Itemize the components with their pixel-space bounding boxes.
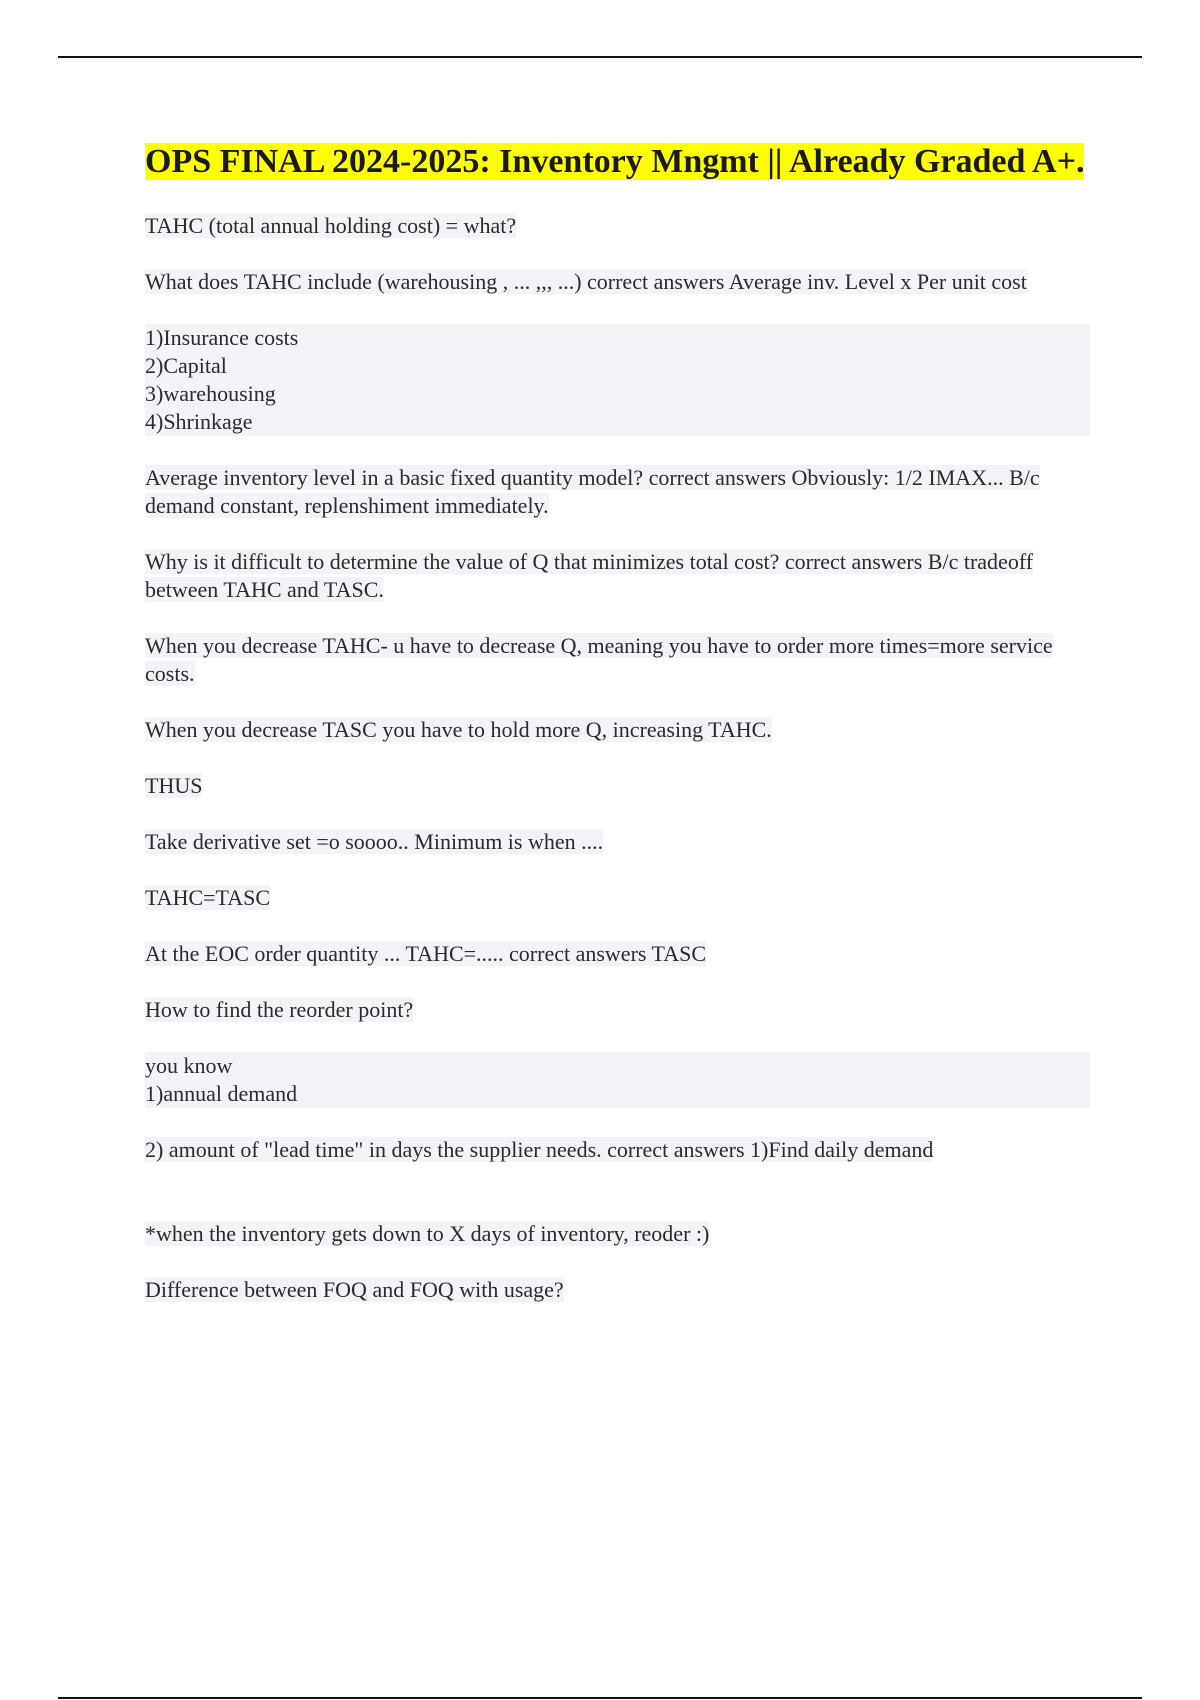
paragraph-thus: THUS xyxy=(145,773,203,798)
title-highlight: OPS FINAL 2024-2025: Inventory Mngmt || Already Graded A+. xyxy=(145,143,1085,180)
footer-rule xyxy=(58,1697,1142,1699)
paragraph-reorder-question: How to find the reorder point? xyxy=(145,997,414,1022)
paragraph-decrease-tahc: When you decrease TAHC- u have to decrease Q, meaning you have to order more times=more service costs. xyxy=(145,633,1053,686)
paragraph-foq-question: Difference between FOQ and FOQ with usage? xyxy=(145,1277,564,1302)
header-rule xyxy=(58,56,1142,58)
paragraph-reorder-note: *when the inventory gets down to X days of inventory, reoder :) xyxy=(145,1221,710,1246)
paragraph-derivative: Take derivative set =o soooo.. Minimum is when .... xyxy=(145,829,604,854)
list-item: 1)annual demand xyxy=(145,1080,1090,1108)
list-item: 1)Insurance costs xyxy=(145,324,1090,352)
paragraph-tahc-equals-tasc: TAHC=TASC xyxy=(145,885,271,910)
list-item: 2)Capital xyxy=(145,352,1090,380)
paragraph-avg-inventory: Average inventory level in a basic fixed quantity model? correct answers Obviously: 1/2 IMAX... B/c demand constant, replenshiment immediately. xyxy=(145,465,1040,518)
paragraph-eoc: At the EOC order quantity ... TAHC=..... correct answers TASC xyxy=(145,941,707,966)
paragraph-tahc-question: TAHC (total annual holding cost) = what? xyxy=(145,213,517,238)
paragraph-you-know: you know 1)annual demand xyxy=(145,1052,1090,1108)
paragraph-decrease-tasc: When you decrease TASC you have to hold more Q, increasing TAHC. xyxy=(145,717,772,742)
list-item: 4)Shrinkage xyxy=(145,408,1090,436)
paragraph-tahc-include: What does TAHC include (warehousing , ... ,,, ...) correct answers Average inv. Level x Per unit cost xyxy=(145,269,1027,294)
paragraph-lead-time: 2) amount of "lead time" in days the supplier needs. correct answers 1)Find daily demand xyxy=(145,1137,934,1162)
list-item: 3)warehousing xyxy=(145,380,1090,408)
cost-list xyxy=(145,324,1090,436)
document-title xyxy=(145,140,1090,184)
paragraph-difficult-q: Why is it difficult to determine the value of Q that minimizes total cost? correct answers B/c tradeoff between TAHC and TASC. xyxy=(145,549,1034,602)
document-body xyxy=(145,140,1090,1332)
